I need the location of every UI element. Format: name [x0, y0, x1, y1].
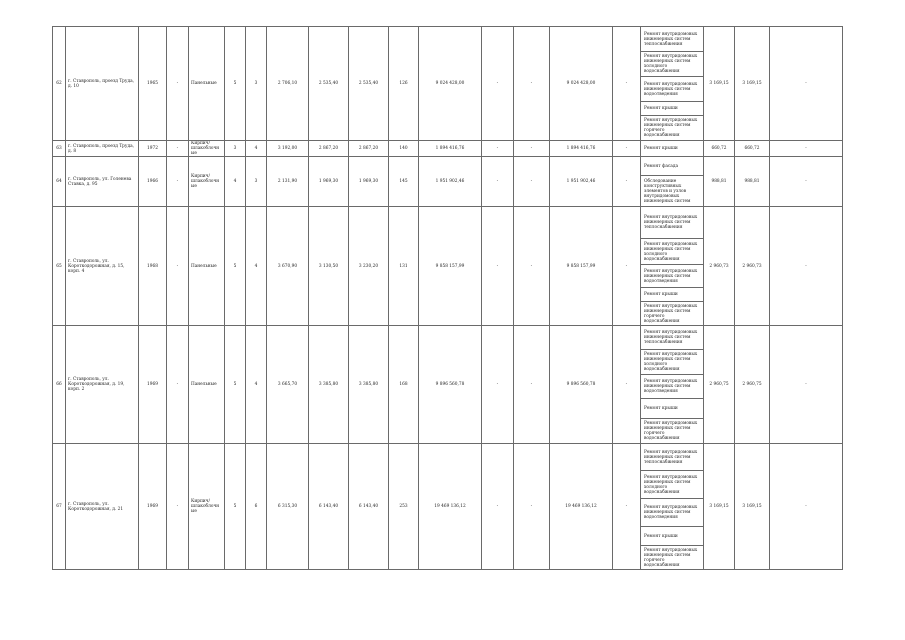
cell-work-type: Ремонт внутридомовых инженерных систем теплоснабжения	[641, 326, 704, 350]
cell-work-type: Ремонт фасада	[641, 157, 704, 176]
cell-year: 1972	[139, 141, 167, 157]
cell-address: г. Ставрополь, ул. Короткодорожная, д. 21	[66, 444, 139, 570]
cell-work-type: Ремонт внутридомовых инженерных систем водоотведения	[641, 375, 704, 399]
cell-c3: -	[613, 27, 641, 141]
cell-area-b: 2 535,40	[349, 27, 389, 141]
cell-work-type: Ремонт внутридомовых инженерных систем горячего водоснабжения	[641, 116, 704, 141]
cell-area-total: 2 131,90	[267, 157, 309, 207]
cell-floors: 4	[225, 157, 246, 207]
cell-c3: -	[613, 326, 641, 444]
cell-tail: -	[770, 141, 843, 157]
cell-work-type: Ремонт крыши	[641, 102, 704, 116]
cell-floors: 5	[225, 27, 246, 141]
cell-cost2: 1 951 902,46	[550, 157, 613, 207]
cell-num: 66	[53, 326, 66, 444]
cell-c2: -	[514, 157, 550, 207]
cell-dash1: -	[167, 27, 189, 141]
cell-address: г. Ставрополь, проезд Труда, д. 8	[66, 141, 139, 157]
cell-entrances: 4	[246, 207, 267, 326]
cell-entrances: 6	[246, 444, 267, 570]
cell-cost2: 19 469 136,12	[550, 444, 613, 570]
cell-c1: -	[482, 157, 514, 207]
cell-material: Панельные	[189, 27, 225, 141]
table-row	[53, 27, 843, 52]
cell-work-type: Ремонт внутридомовых инженерных систем горячего водоснабжения	[641, 419, 704, 444]
cell-unit1: 660,72	[704, 141, 735, 157]
cell-dash1: -	[167, 141, 189, 157]
cell-cost2: 9 024 428,00	[550, 27, 613, 141]
cell-address: г. Ставрополь, ул. Голенева Ставка, д. 95	[66, 157, 139, 207]
cell-unit2: 3 169,15	[735, 444, 770, 570]
cell-unit1: 3 169,15	[704, 27, 735, 141]
cell-c1: -	[482, 207, 514, 326]
cell-c3: -	[613, 444, 641, 570]
cell-work-type: Ремонт крыши	[641, 288, 704, 302]
cell-material: Панельные	[189, 326, 225, 444]
cell-floors: 5	[225, 207, 246, 326]
cell-year: 1969	[139, 444, 167, 570]
cell-tail: -	[770, 27, 843, 141]
cell-cost: 1 951 902,46	[419, 157, 482, 207]
cell-dash1: -	[167, 326, 189, 444]
cell-work-type: Обследование конструктивных элементов и узлов внутридомовых инженерных систем	[641, 176, 704, 207]
cell-dash1: -	[167, 157, 189, 207]
cell-c2: -	[514, 444, 550, 570]
cell-material: Кирпич/ шлакоблочные	[189, 141, 225, 157]
cell-residents: 168	[389, 326, 419, 444]
cell-c1: -	[482, 326, 514, 444]
cell-work-type: Ремонт внутридомовых инженерных систем водоотведения	[641, 77, 704, 102]
cell-area-total: 3 665,70	[267, 326, 309, 444]
cell-unit2: 3 169,15	[735, 27, 770, 141]
cell-num: 63	[53, 141, 66, 157]
cell-work-type: Ремонт внутридомовых инженерных систем холодного водоснабжения	[641, 471, 704, 499]
cell-cost: 9 858 157,99	[419, 207, 482, 326]
cell-area-a: 2 535,40	[309, 27, 349, 141]
cell-unit2: 660,72	[735, 141, 770, 157]
cell-dash1: -	[167, 444, 189, 570]
cell-work-type: Ремонт внутридомовых инженерных систем холодного водоснабжения	[641, 350, 704, 375]
housing-repair-table	[52, 26, 843, 570]
cell-c1: -	[482, 444, 514, 570]
table-row	[53, 207, 843, 239]
cell-unit1: 988,81	[704, 157, 735, 207]
cell-work-type: Ремонт внутридомовых инженерных систем теплоснабжения	[641, 444, 704, 471]
cell-cost: 19 469 136,12	[419, 444, 482, 570]
cell-tail: -	[770, 157, 843, 207]
cell-num: 65	[53, 207, 66, 326]
cell-cost: 9 024 428,00	[419, 27, 482, 141]
cell-cost: 9 896 560,78	[419, 326, 482, 444]
cell-c2: -	[514, 27, 550, 141]
cell-work-type: Ремонт внутридомовых инженерных систем холодного водоснабжения	[641, 52, 704, 77]
cell-c2: -	[514, 141, 550, 157]
cell-year: 1968	[139, 207, 167, 326]
cell-work-type: Ремонт внутридомовых инженерных систем горячего водоснабжения	[641, 302, 704, 326]
cell-work-type: Ремонт внутридомовых инженерных систем холодного водоснабжения	[641, 239, 704, 265]
table-row	[53, 141, 843, 157]
cell-address: г. Ставрополь, ул. Короткодорожная, д. 19, корп. 2	[66, 326, 139, 444]
cell-unit2: 988,81	[735, 157, 770, 207]
cell-c1: -	[482, 141, 514, 157]
cell-residents: 140	[389, 141, 419, 157]
cell-work-type: Ремонт внутридомовых инженерных систем водоотведения	[641, 499, 704, 527]
cell-c1: -	[482, 27, 514, 141]
cell-work-type: Ремонт внутридомовых инженерных систем теплоснабжения	[641, 27, 704, 52]
cell-work-type: Ремонт крыши	[641, 399, 704, 419]
cell-floors: 5	[225, 326, 246, 444]
cell-c3: -	[613, 207, 641, 326]
cell-cost2: 9 896 560,78	[550, 326, 613, 444]
table-row	[53, 157, 843, 176]
cell-area-b: 1 969,30	[349, 157, 389, 207]
cell-entrances: 3	[246, 157, 267, 207]
cell-work-type: Ремонт внутридомовых инженерных систем теплоснабжения	[641, 207, 704, 239]
cell-area-total: 6 315,30	[267, 444, 309, 570]
cell-material: Панельные	[189, 207, 225, 326]
cell-num: 62	[53, 27, 66, 141]
cell-residents: 131	[389, 207, 419, 326]
cell-unit2: 2 960,73	[735, 207, 770, 326]
cell-entrances: 4	[246, 326, 267, 444]
cell-address: г. Ставрополь, ул. Короткодорожная, д. 15, корп. 4	[66, 207, 139, 326]
cell-entrances: 4	[246, 141, 267, 157]
table-body	[53, 27, 843, 570]
cell-c2: -	[514, 207, 550, 326]
cell-num: 67	[53, 444, 66, 570]
cell-c2: -	[514, 326, 550, 444]
cell-residents: 126	[389, 27, 419, 141]
cell-floors: 3	[225, 141, 246, 157]
cell-c3: -	[613, 141, 641, 157]
cell-area-a: 2 867,20	[309, 141, 349, 157]
cell-tail: -	[770, 444, 843, 570]
cell-dash1: -	[167, 207, 189, 326]
cell-floors: 5	[225, 444, 246, 570]
cell-area-a: 3 385,80	[309, 326, 349, 444]
cell-work-type: Ремонт крыши	[641, 527, 704, 546]
cell-cost: 1 894 416,76	[419, 141, 482, 157]
cell-area-b: 6 143,40	[349, 444, 389, 570]
cell-area-b: 3 385,80	[349, 326, 389, 444]
cell-unit1: 2 960,73	[704, 207, 735, 326]
table-row	[53, 326, 843, 350]
cell-year: 1966	[139, 157, 167, 207]
cell-num: 64	[53, 157, 66, 207]
cell-entrances: 3	[246, 27, 267, 141]
cell-area-total: 3 192,00	[267, 141, 309, 157]
cell-area-a: 1 969,30	[309, 157, 349, 207]
cell-address: г. Ставрополь, проезд Труда, д. 10	[66, 27, 139, 141]
cell-year: 1965	[139, 27, 167, 141]
cell-tail: -	[770, 207, 843, 326]
cell-area-b: 2 867,20	[349, 141, 389, 157]
cell-work-type: Ремонт крыши	[641, 141, 704, 157]
cell-tail: -	[770, 326, 843, 444]
cell-area-a: 6 143,40	[309, 444, 349, 570]
cell-area-total: 2 706,10	[267, 27, 309, 141]
cell-area-a: 3 130,50	[309, 207, 349, 326]
cell-material: Кирпич/ шлакоблочные	[189, 444, 225, 570]
cell-material: Кирпич/ шлакоблочные	[189, 157, 225, 207]
cell-unit1: 2 960,75	[704, 326, 735, 444]
cell-cost2: 1 894 416,76	[550, 141, 613, 157]
cell-c3: -	[613, 157, 641, 207]
cell-unit2: 2 960,75	[735, 326, 770, 444]
cell-area-b: 3 230,20	[349, 207, 389, 326]
cell-residents: 145	[389, 157, 419, 207]
cell-work-type: Ремонт внутридомовых инженерных систем горячего водоснабжения	[641, 546, 704, 570]
table-row	[53, 444, 843, 471]
cell-year: 1969	[139, 326, 167, 444]
cell-residents: 253	[389, 444, 419, 570]
cell-area-total: 3 670,90	[267, 207, 309, 326]
cell-unit1: 3 169,15	[704, 444, 735, 570]
cell-cost2: 9 858 157,99	[550, 207, 613, 326]
cell-work-type: Ремонт внутридомовых инженерных систем водоотведения	[641, 265, 704, 288]
